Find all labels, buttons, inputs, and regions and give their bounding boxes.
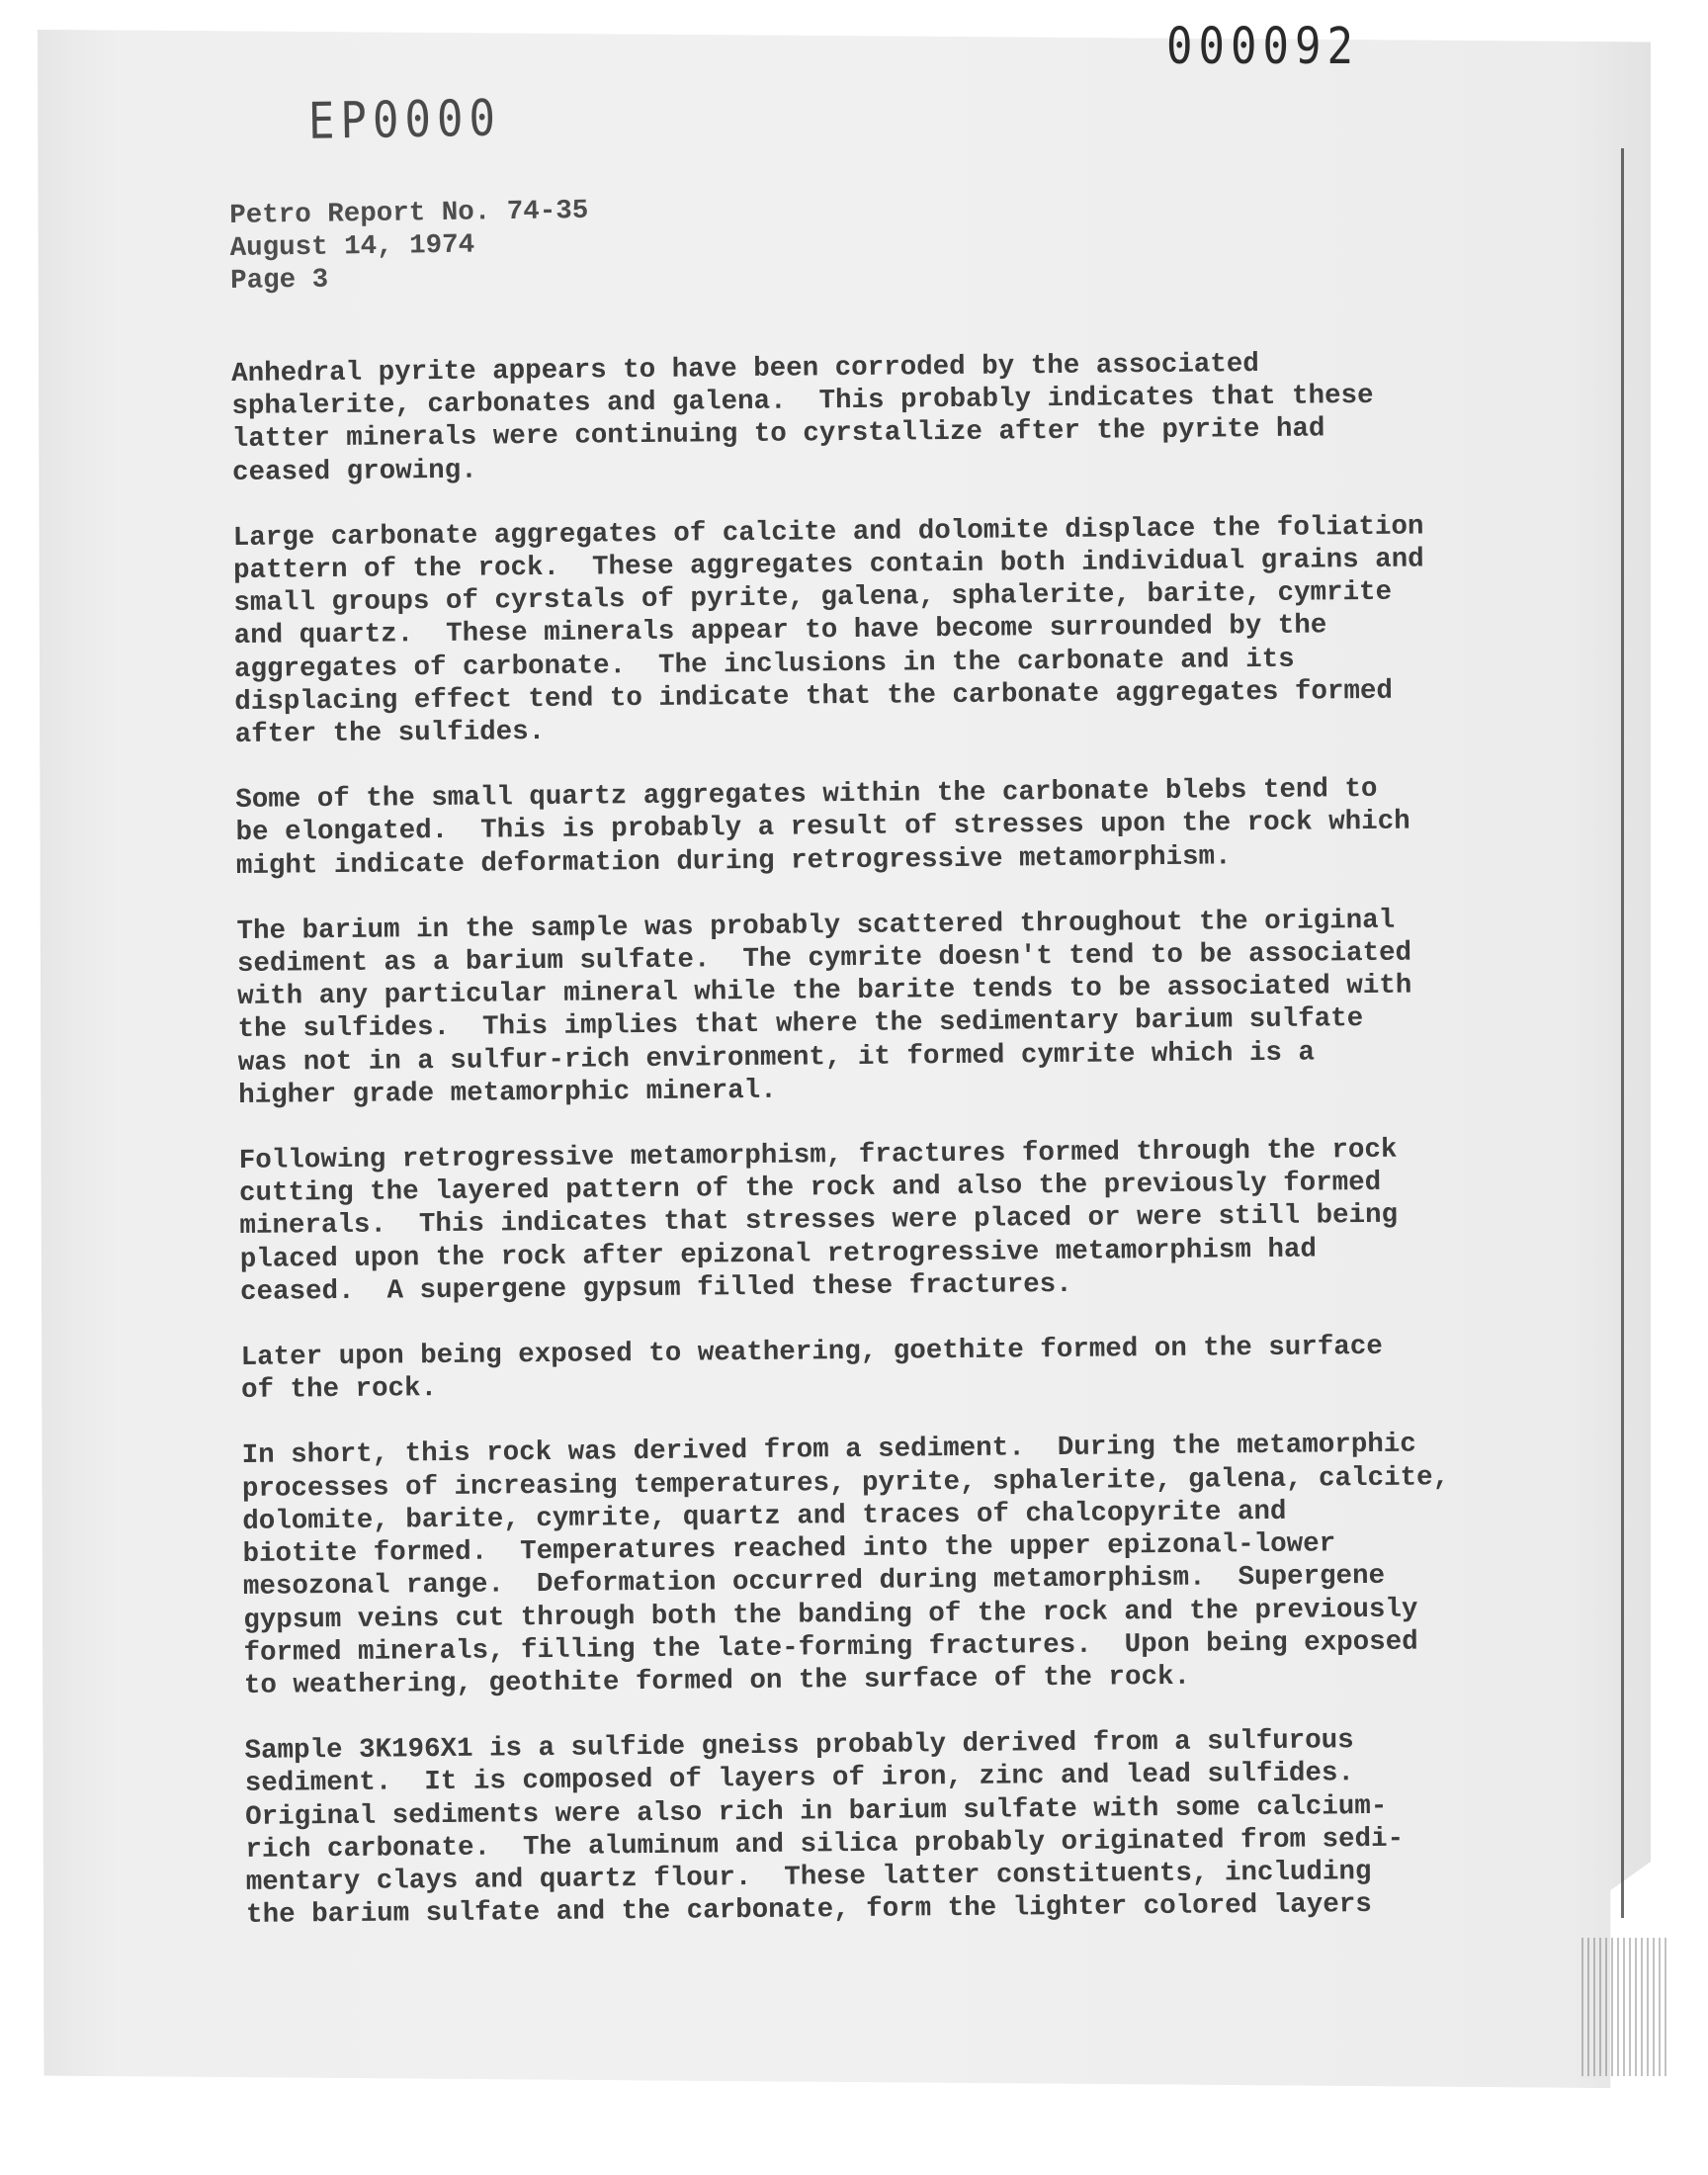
paragraph (239, 1133, 1487, 1309)
text-line: minerals. This indicates that stresses were placed or were still being (239, 1200, 1399, 1243)
text-line: sphalerite, carbonates and galena. This probably indicates that these (231, 381, 1374, 423)
paragraph (233, 510, 1481, 752)
text-line: pattern of the rock. These aggregates contain both individual grains and (232, 544, 1424, 587)
text-line: be elongated. This is probably a result of stresses upon the rock which (235, 807, 1410, 849)
text-line: the barium sulfate and the carbonate, form the lighter colored layers (245, 1889, 1372, 1932)
text-line: Following retrogressive metamorphism, fractures formed through the rock (238, 1134, 1398, 1177)
paragraph (236, 904, 1484, 1112)
text-line: and quartz. These minerals appear to have become surrounded by the (233, 610, 1327, 652)
paragraph (241, 1330, 1488, 1407)
text-line: was not in a sulfur-rich environment, it formed cymrite which is a (237, 1037, 1316, 1079)
text-line: after the sulfides. (234, 717, 546, 751)
text-line: Some of the small quartz aggregates within the carbonate blebs tend to (235, 774, 1378, 817)
report-header (229, 195, 589, 298)
text-line: ceased growing. (231, 455, 477, 488)
text-line: displacing effect tend to indicate that the carbonate aggregates formed (234, 675, 1394, 718)
paragraph (231, 346, 1478, 489)
text-line: the sulfides. This implies that where the sedimentary barium sulfate (237, 1003, 1364, 1046)
paragraph (235, 772, 1482, 883)
text-line: Sample 3K196X1 is a sulfide gneiss probably derived from a sulfurous (244, 1725, 1354, 1768)
text-line: with any particular mineral while the barite tends to be associated with (237, 970, 1412, 1013)
text-line: mesozonal range. Deformation occurred during metamorphism. Supergene (242, 1561, 1386, 1604)
text-line: mentary clays and quartz flour. These latter constituents, including (245, 1856, 1372, 1898)
text-line: Anhedral pyrite appears to have been corroded by the associated (231, 349, 1259, 390)
paper-edge-shadow (1621, 148, 1624, 1918)
text-line: latter minerals were continuing to cyrstallize after the pyrite had (231, 413, 1325, 456)
text-line: aggregates of carbonate. The inclusions in the carbonate and its (233, 644, 1295, 685)
text-line: formed minerals, filling the late-forming fractures. Upon being exposed (243, 1626, 1418, 1669)
text-line: dolomite, barite, cymrite, quartz and traces of chalcopyrite and (242, 1496, 1287, 1537)
text-line: The barium in the sample was probably scattered throughout the original (236, 905, 1396, 947)
report-body (231, 346, 1493, 1964)
report-number: Petro Report No. 74-35 (229, 195, 589, 231)
text-line: Later upon being exposed to weathering, goethite formed on the surface (240, 1331, 1384, 1374)
text-line: rich carbonate. The aluminum and silica probably originated from sedi- (245, 1823, 1405, 1866)
text-line: processes of increasing temperatures, pyrite, sphalerite, galena, calcite, (241, 1461, 1450, 1505)
text-line: to weathering, geothite formed on the surface of the rock. (243, 1661, 1191, 1701)
paragraph (242, 1428, 1490, 1702)
text-line: ceased. A supergene gypsum filled these fractures. (239, 1268, 1072, 1308)
text-line: sediment as a barium sulfate. The cymrite doesn't tend to be associated (236, 937, 1412, 981)
paragraph (244, 1723, 1492, 1932)
text-line: might indicate deformation during retrogressive metamorphism. (235, 840, 1232, 882)
ep-number-stamp: EP0000 (307, 89, 502, 151)
text-line: Original sediments were also rich in barium sulfate with some calcium- (245, 1790, 1388, 1833)
text-line: In short, this rock was derived from a sediment. During the metamorphic (241, 1430, 1416, 1472)
text-line: small groups of cyrstals of pyrite, galena, sphalerite, barite, cymrite (233, 576, 1393, 620)
report-date: August 14, 1974 (229, 229, 475, 264)
text-line: cutting the layered pattern of the rock and also the previously formed (238, 1168, 1382, 1210)
page-number: Page 3 (229, 264, 329, 297)
scan-streaks (1581, 1938, 1670, 2076)
text-line: placed upon the rock after epizonal retrogressive metamorphism had (239, 1234, 1318, 1275)
text-line: sediment. It is composed of layers of iron, zinc and lead sulfides. (244, 1758, 1355, 1800)
text-line: Large carbonate aggregates of calcite and dolomite displace the foliation (232, 511, 1424, 554)
text-line: of the rock. (240, 1373, 438, 1407)
text-line: biotite formed. Temperatures reached into the upper epizonal-lower (242, 1528, 1336, 1571)
text-line: gypsum veins cut through both the banding of the rock and the previously (243, 1594, 1418, 1636)
bates-number: 000092 (1166, 18, 1359, 76)
text-line: higher grade metamorphic mineral. (238, 1075, 777, 1111)
